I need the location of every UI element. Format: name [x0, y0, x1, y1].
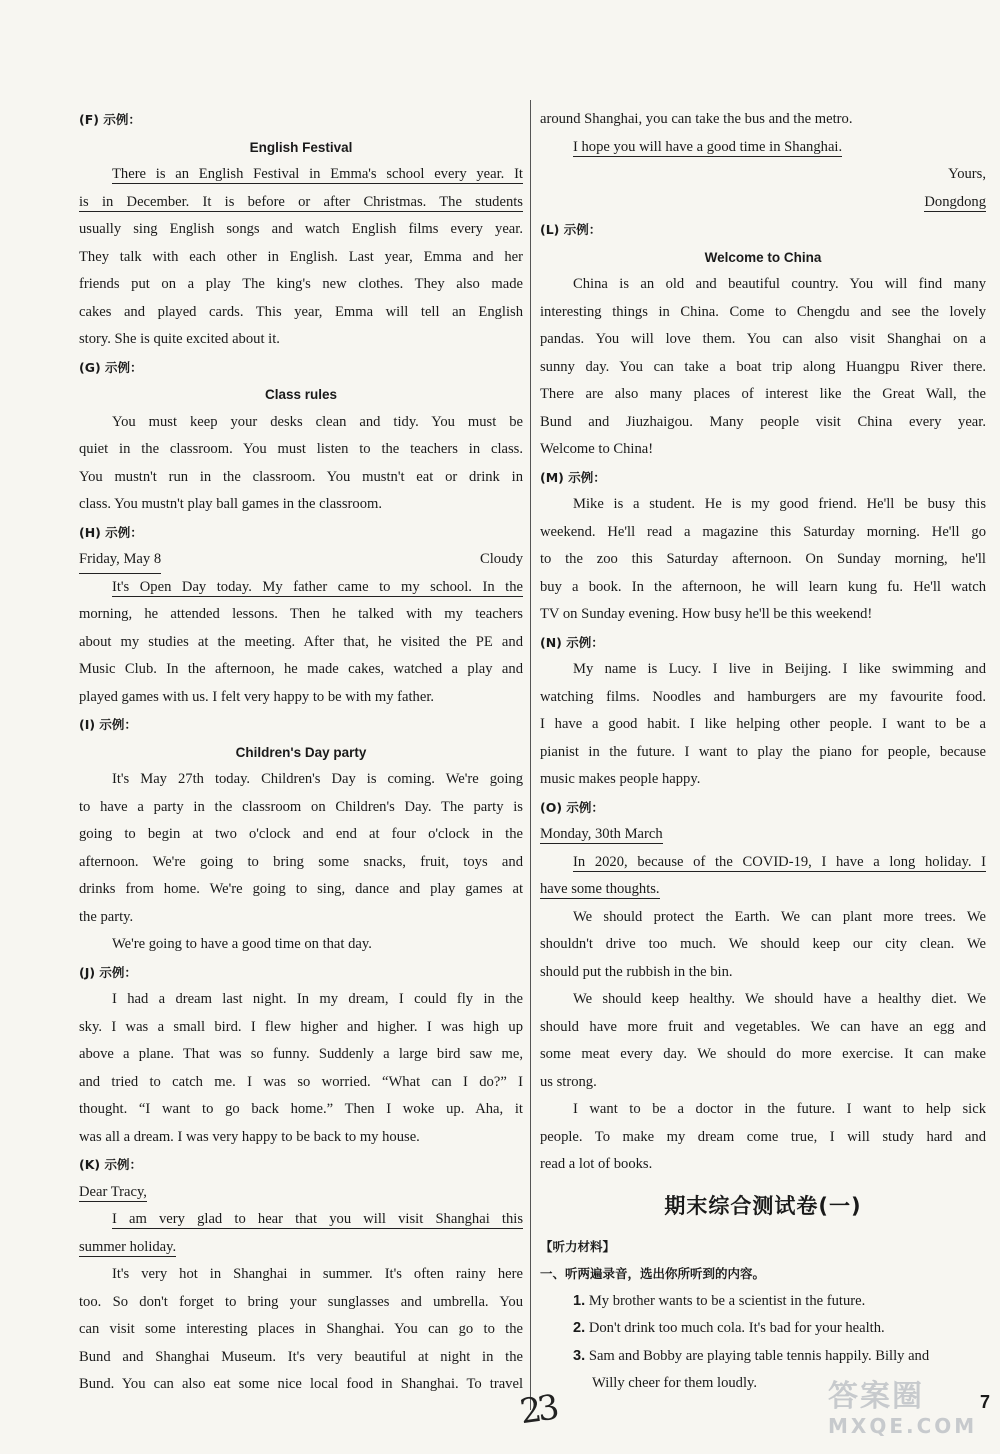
essay-title-class-rules: Class rules — [264, 387, 338, 402]
essay-line: class. You mustn't play ball games in the classroom. — [79, 496, 382, 512]
essay-line: interesting things in China. Come to Chengdu and see the lovely — [540, 303, 986, 320]
watermark-bottom-text: MXQE.COM — [828, 1414, 978, 1438]
essay-line: above a plane. That was so funny. Suddenly a large bird saw me, — [79, 1046, 523, 1062]
essay-line: I had a dream last night. In my dream, I could fly in the — [112, 991, 523, 1007]
essay-line: weekend. He'll read a magazine this Saturday morning. He'll go — [540, 523, 986, 540]
essay-line: You must keep your desks clean and tidy. You must be — [112, 413, 523, 430]
section-label-g: (G) 示例： — [79, 359, 143, 375]
essay-line: friends put on a play The king's new clothes. They also made — [79, 276, 523, 292]
listening-item-continued: Willy cheer for them loudly. — [592, 1375, 758, 1391]
essay-line: They talk with each other in English. Last year, Emma and her — [79, 248, 523, 265]
item-number: 3. — [573, 1347, 586, 1364]
essay-line: afternoon. We're going to bring some snacks, fruit, toys and — [79, 853, 523, 870]
listening-item — [540, 1315, 986, 1343]
essay-line: Bund and Jiuzhaigou. Many people visit China every year. — [540, 413, 986, 430]
section-label-i: (I) 示例： — [79, 717, 137, 732]
essay-line: I want to be a doctor in the future. I want to help sick — [573, 1101, 986, 1117]
essay-line: can visit some interesting places in Shanghai. You can go to the — [79, 1321, 523, 1337]
essay-line: Bund and Shanghai Museum. It's very beautiful at night in the — [79, 1348, 523, 1365]
essay-line: We're going to have a good time on that day. — [112, 936, 372, 952]
essay-line: buy a book. In the afternoon, he will learn kung fu. He'll watch — [540, 578, 986, 595]
left-column — [79, 106, 523, 1399]
item-text: My brother wants to be a scientist in the future. — [588, 1292, 866, 1309]
essay-line: usually sing English songs and watch English films every year. — [79, 221, 523, 237]
section-label-o: (O) 示例： — [540, 799, 604, 815]
section-label-n: (N) 示例： — [540, 634, 604, 650]
letter-closing: Yours, — [948, 166, 986, 182]
essay-line: around Shanghai, you can take the bus and the metro. — [540, 111, 853, 127]
essay-line: drinks from home. We're going to sing, dance and play games at — [79, 881, 523, 897]
section-label-m: (M) 示例： — [540, 469, 606, 485]
essay-line: people. To make my dream come true, I will study hard and — [540, 1128, 986, 1145]
essay-line: and tried to catch me. I was so worried. “What can I do?” I — [79, 1073, 523, 1090]
essay-line: cakes and played cards. This year, Emma will tell an English — [79, 303, 523, 320]
essay-line: We should keep healthy. We should have a healthy diet. We — [573, 991, 986, 1007]
essay-line: about my studies at the meeting. After that, he visited the PE and — [79, 633, 523, 650]
essay-line: the party. — [79, 908, 134, 925]
essay-line: us strong. — [540, 1073, 597, 1090]
essay-line: was all a dream. I was very happy to be back to my house. — [79, 1128, 420, 1145]
essay-line: morning, he attended lessons. Then he talked with my teachers — [79, 606, 523, 622]
column-divider — [530, 100, 531, 1410]
diary-date: Friday, May 8 — [79, 546, 161, 574]
essay-line: Music Club. In the afternoon, he made cakes, watched a play and — [79, 661, 523, 677]
section-label-f: (F) 示例： — [79, 112, 141, 127]
item-text: Don't drink too much cola. It's bad for your health. — [588, 1320, 885, 1336]
essay-line: It's May 27th today. Children's Day is coming. We're going — [112, 771, 523, 787]
essay-line: is in December. It is before or after Christmas. The students — [79, 193, 523, 210]
essay-line: pandas. You will love them. You can also visit Shanghai on a — [540, 331, 986, 347]
diary-header — [79, 546, 523, 574]
essay-line: There are also many places of interest like the Great Wall, the — [540, 386, 986, 402]
essay-line: played games with us. I felt very happy to be with my father. — [79, 688, 435, 705]
essay-title-english-festival: English Festival — [249, 139, 353, 155]
diary-weather: Cloudy — [480, 551, 523, 567]
essay-line: watching films. Noodles and hamburgers are my favourite food. — [540, 688, 986, 705]
essay-line: read a lot of books. — [540, 1156, 653, 1172]
essay-line: I have a good habit. I like helping other people. I want to be a — [540, 716, 986, 732]
item-number: 2. — [573, 1320, 586, 1336]
essay-line: I am very glad to hear that you will visit Shanghai this — [112, 1211, 523, 1227]
essay-line: I hope you will have a good time in Shanghai. — [573, 138, 843, 155]
letter-signature: Dongdong — [924, 193, 986, 210]
essay-line: Welcome to China! — [540, 441, 654, 457]
essay-title-childrens-day-party: Children's Day party — [235, 744, 367, 760]
handwritten-page-number: 23 — [517, 1387, 558, 1433]
listening-item — [540, 1343, 986, 1371]
essay-line: sky. I was a small bird. I flew higher and higher. I was high up — [79, 1018, 523, 1035]
essay-line: Mike is a student. He is my good friend. He'll be busy this — [573, 496, 986, 512]
essay-line: summer holiday. — [79, 1238, 177, 1255]
right-column — [540, 106, 986, 1398]
essay-line: should put the rubbish in the bin. — [540, 963, 733, 980]
essay-line: TV on Sunday evening. How busy he'll be this weekend! — [540, 606, 873, 622]
essay-line: In 2020, because of the COVID-19, I have a long holiday. I — [573, 853, 986, 870]
essay-line: pianist in the future. I want to play the piano for people, because — [540, 743, 986, 760]
item-number: 1. — [573, 1292, 586, 1309]
essay-line: shouldn't drive too much. We should keep our city clean. We — [540, 936, 986, 952]
essay-line: story. She is quite excited about it. — [79, 331, 280, 347]
essay-line: should have more fruit and vegetables. We can have an egg and — [540, 1018, 986, 1035]
listening-section-1-instruction: 一、听两遍录音，选出你所听到的内容。 — [540, 1266, 766, 1281]
listening-item — [540, 1288, 986, 1316]
essay-line: to have a party in the classroom on Children's Day. The party is — [79, 798, 523, 815]
essay-line: It's very hot in Shanghai in summer. It's often rainy here — [112, 1266, 523, 1282]
letter-greeting: Dear Tracy, — [79, 1183, 147, 1200]
essay-line: have some thoughts. — [540, 881, 660, 897]
watermark-logo — [828, 1379, 991, 1450]
essay-line: China is an old and beautiful country. You will find many — [573, 276, 986, 292]
listening-materials-label: 【听力材料】 — [540, 1238, 616, 1254]
essay-line: thought. “I want to go back home.” Then I woke up. Aha, it — [79, 1101, 523, 1117]
essay-line: It's Open Day today. My father came to my school. In the — [112, 578, 523, 595]
exam-title: 期末综合测试卷(一) — [664, 1193, 862, 1218]
essay-line: sunny day. You can take a boat trip along Huangpu River there. — [540, 358, 986, 375]
essay-line: going to begin at two o'clock and end at four o'clock in the — [79, 826, 523, 842]
section-label-l: (L) 示例： — [540, 222, 602, 237]
essay-line: You mustn't run in the classroom. You mustn't eat or drink in — [79, 468, 523, 485]
essay-line: There is an English Festival in Emma's school every year. It — [112, 166, 523, 182]
essay-line: to the zoo this Saturday afternoon. On Sunday morning, he'll — [540, 551, 986, 567]
essay-title-welcome-to-china: Welcome to China — [704, 249, 822, 265]
section-label-j: (J) 示例： — [79, 964, 137, 980]
page-number: 7 — [980, 1392, 991, 1412]
item-text: Sam and Bobby are playing table tennis happily. Billy and — [588, 1347, 930, 1364]
watermark-top-text: 答案圈 — [828, 1379, 924, 1414]
essay-line: We should protect the Earth. We can plant more trees. We — [573, 908, 986, 925]
essay-line: Bund. You can also eat some nice local food in Shanghai. To travel — [79, 1376, 523, 1392]
essay-line: some meat every day. We should do more exercise. It can make — [540, 1046, 986, 1062]
essay-line: music makes people happy. — [540, 771, 701, 787]
essay-line: too. So don't forget to bring your sunglasses and umbrella. You — [79, 1293, 523, 1310]
section-label-k: (K) 示例： — [79, 1157, 142, 1172]
essay-line: My name is Lucy. I live in Beijing. I like swimming and — [573, 661, 986, 677]
essay-line: quiet in the classroom. You must listen to the teachers in class. — [79, 441, 523, 457]
diary-date: Monday, 30th March — [540, 826, 663, 842]
section-label-h: (H) 示例： — [79, 524, 143, 540]
